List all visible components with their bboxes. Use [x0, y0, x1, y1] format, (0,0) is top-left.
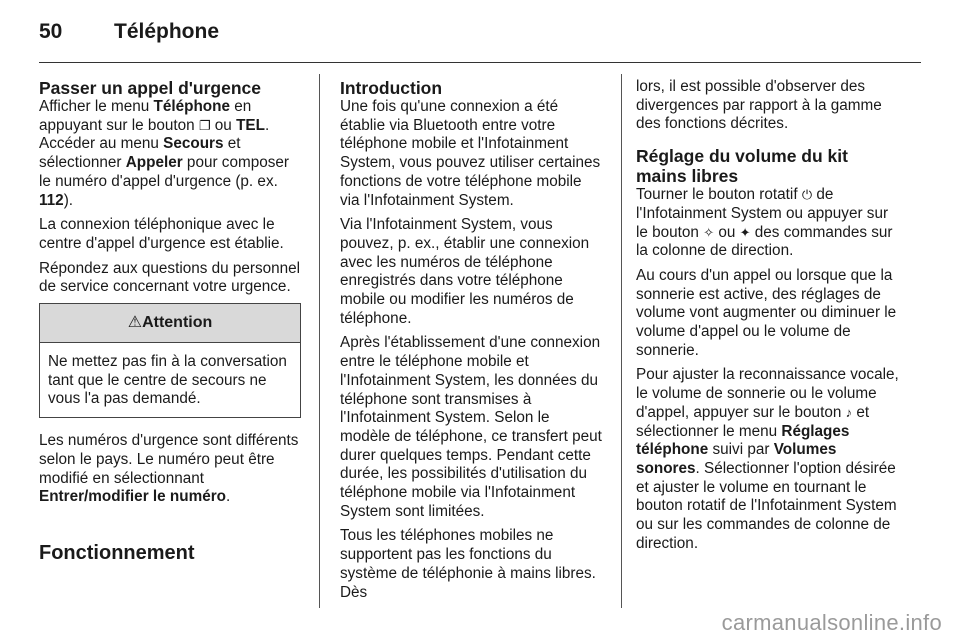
emergency-paragraph-1: Afficher le menu Téléphone en appuyant sur le bouton ❐ ou TEL. Accéder au menu Secours et sélectionner Appeler pour composer le numéro d'appel d'urgence (p. ex. 112).: [39, 98, 289, 209]
emergency-heading: Passer un appel d'urgence: [39, 78, 262, 98]
warning-text: Ne mettez pas fin à la conversation tant que le centre de secours ne vous l'a pas demandé.: [48, 353, 287, 408]
header-rule: [39, 62, 921, 63]
warning-triangle-icon: ⚠: [127, 314, 143, 332]
emergency-paragraph-3: Répondez aux questions du personnel de service concernant votre urgence.: [39, 259, 301, 296]
page-header: [39, 20, 219, 44]
column-3: [636, 78, 902, 559]
volume-down-icon: ✦: [739, 224, 751, 240]
page-number: 50: [39, 20, 63, 43]
section-title: Téléphone: [114, 20, 220, 43]
intro-paragraph-1: Une fois qu'une connexion a été établie via Bluetooth entre votre téléphone mobile et l'Infotainment System, vous pouvez utiliser certaines fonctions de votre téléphone mobile via l'Infotainment System.: [340, 98, 601, 209]
volume-up-icon: ✧: [703, 224, 715, 240]
emergency-paragraph-4: Les numéros d'urgence sont différents selon le pays. Le numéro peut être modifié en sélectionnant Entrer/modifier le numéro.: [39, 432, 299, 506]
volume-paragraph-2: Au cours d'un appel ou lorsque que la sonnerie est active, des réglages de volume vont augmenter ou diminuer le volume d'appel ou le volume de sonnerie.: [636, 266, 897, 359]
voice-recognition-icon: ♪: [845, 404, 853, 420]
operation-heading: Fonctionnement: [39, 541, 195, 564]
warning-header: [40, 304, 300, 343]
column-divider-1: [319, 74, 320, 608]
volume-paragraph-3: Pour ajuster la reconnaissance vocale, le volume de sonnerie ou le volume d'appel, appuyer sur le bouton ♪ et sélectionner le menu Réglages téléphone suivi par Volumes sonores. Sélectionner l'option désirée et ajuster le volume en tournant le bouton rotatif de l'Infotainment System ou sur les commandes de colonne de direction.: [636, 366, 899, 552]
intro-paragraph-4: Tous les téléphones mobiles ne supportent pas les fonctions du système de téléphonie à mains libres. Dès: [340, 527, 596, 601]
emergency-paragraph-2: La connexion téléphonique avec le centre d'appel d'urgence est établie.: [39, 216, 284, 252]
continuation-paragraph: lors, il est possible d'observer des divergences par rapport à la gamme des fonctions décrites.: [636, 78, 882, 133]
power-knob-icon: ⏻: [801, 187, 813, 203]
watermark: carmanualsonline.info: [721, 610, 942, 635]
column-2: [340, 78, 602, 608]
volume-heading: Réglage du volume du kit mains libres: [636, 146, 848, 187]
intro-paragraph-3: Après l'établissement d'une connexion entre le téléphone mobile et l'Infotainment System, les données du téléphone sont transmises à l'Infotainment System. Selon le modèle de téléphone, ce transfert peut durer quelques temps. Pendant cette durée, les possibilités d'utilisation du téléphone mobile via l'Infotainment System sont limitées.: [340, 334, 602, 520]
phone-menu-icon: ❐: [198, 117, 211, 133]
volume-paragraph-1: Tourner le bouton rotatif ⏻ de l'Infotainment System ou appuyer sur le bouton ✧ ou ✦ des commandes sur la colonne de direction.: [636, 186, 893, 260]
column-divider-2: [621, 74, 622, 608]
warning-title: Attention: [142, 314, 213, 332]
intro-heading: Introduction: [340, 78, 443, 98]
warning-box: [39, 303, 301, 418]
intro-paragraph-2: Via l'Infotainment System, vous pouvez, p. ex., établir une connexion avec les numéros de téléphone enregistrés dans votre téléphone mobile ou modifier les numéros de téléphone.: [340, 216, 590, 327]
column-1: [39, 78, 301, 565]
